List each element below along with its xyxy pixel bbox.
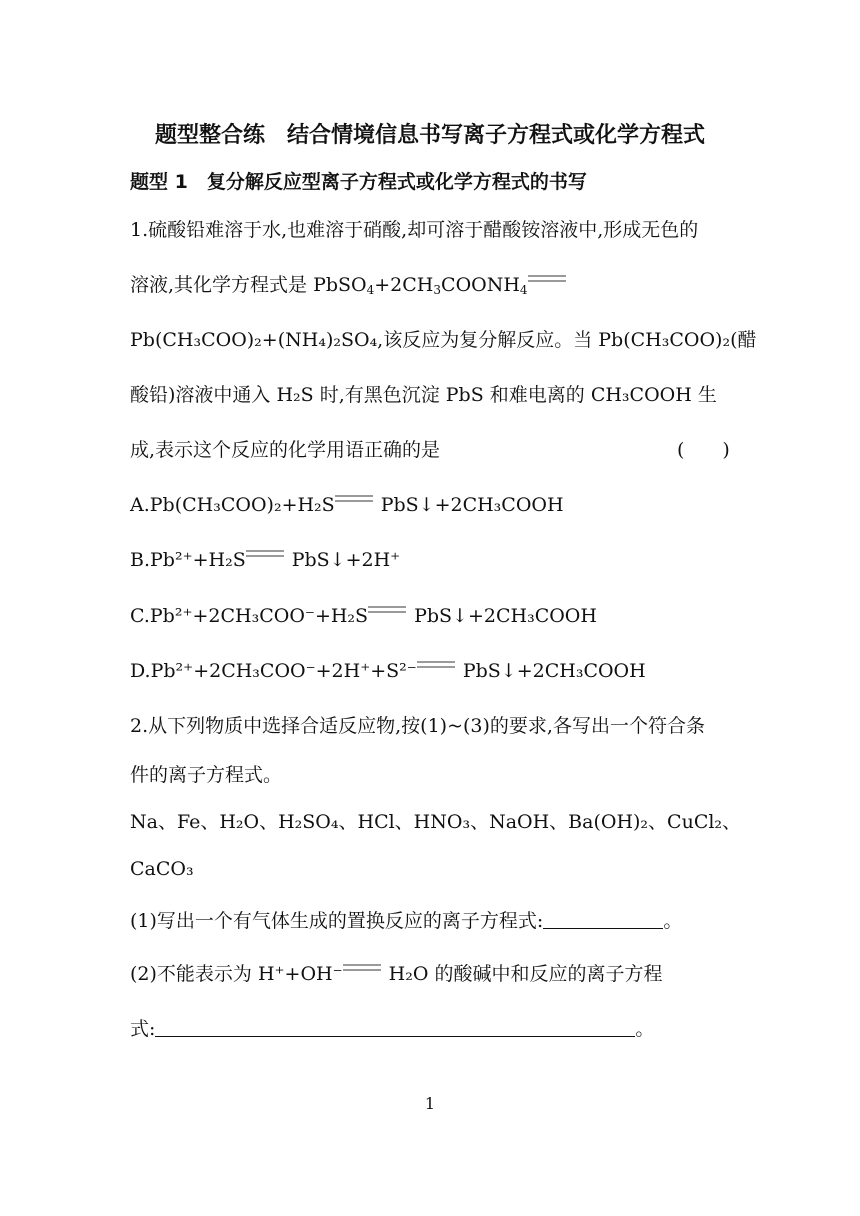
q2-line-4: CaCO₃	[130, 858, 194, 880]
equals-sign-icon	[335, 495, 373, 502]
option-b-right: PbS↓+2H⁺	[291, 549, 401, 571]
q1-line-2-text-b: +2CH	[374, 274, 434, 296]
equals-sign-icon	[343, 964, 381, 971]
period: 。	[635, 1018, 655, 1040]
option-c-left: C.Pb²⁺+2CH₃COO⁻+H₂S	[130, 605, 369, 627]
equals-sign-icon	[246, 550, 284, 557]
q2-part-2-right: H₂O 的酸碱中和反应的离子方程	[388, 963, 663, 985]
subscript: 3	[433, 283, 442, 297]
option-c-right: PbS↓+2CH₃COOH	[414, 605, 597, 627]
option-b	[130, 548, 400, 572]
page-title: 题型整合练 结合情境信息书写离子方程式或化学方程式	[154, 123, 705, 148]
answer-blank-2[interactable]	[155, 1018, 635, 1037]
option-b-left: B.Pb²⁺+H₂S	[130, 549, 246, 571]
equals-sign-icon	[368, 606, 406, 613]
q1-line-2	[130, 273, 568, 297]
q2-part-2-label: 式:	[130, 1018, 156, 1040]
page-number: 1	[424, 1094, 436, 1113]
option-a	[130, 493, 564, 517]
q1-line-2-text: 溶液,其化学方程式是 PbSO	[130, 274, 367, 296]
period: 。	[663, 910, 683, 932]
option-c	[130, 604, 597, 628]
option-d-right: PbS↓+2CH₃COOH	[462, 660, 646, 682]
subscript: 4	[366, 283, 375, 297]
q2-part-1-text: (1)写出一个有气体生成的置换反应的离子方程式:	[130, 910, 544, 932]
q1-line-1: 1.硫酸铅难溶于水,也难溶于硝酸,却可溶于醋酸铵溶液中,形成无色的	[130, 219, 699, 241]
subscript: 4	[519, 283, 528, 297]
option-a-left: A.Pb(CH₃COO)₂+H₂S	[130, 494, 335, 516]
equals-sign-icon	[417, 661, 455, 668]
q2-part-2	[130, 962, 662, 986]
q1-stem-end: 成,表示这个反应的化学用语正确的是	[130, 439, 441, 461]
section-heading: 题型 1 复分解反应型离子方程式或化学方程式的书写	[130, 171, 587, 193]
q1-line-2-text-d: COONH	[441, 274, 520, 296]
q2-line-1: 2.从下列物质中选择合适反应物,按(1)~(3)的要求,各写出一个符合条	[130, 715, 705, 737]
q2-line-2: 件的离子方程式。	[130, 764, 283, 786]
answer-parentheses: ( )	[677, 439, 730, 461]
q1-line-3: Pb(CH₃COO)₂+(NH₄)₂SO₄,该反应为复分解反应。当 Pb(CH₃COO)₂(醋	[130, 329, 757, 351]
option-a-right: PbS↓+2CH₃COOH	[380, 494, 564, 516]
q2-part-2-answer	[130, 1017, 654, 1041]
q2-part-1	[130, 909, 682, 933]
q2-part-2-left: (2)不能表示为 H⁺+OH⁻	[130, 963, 343, 985]
q1-line-4: 酸铅)溶液中通入 H₂S 时,有黑色沉淀 PbS 和难电离的 CH₃COOH 生	[130, 384, 717, 406]
q2-line-3: Na、Fe、H₂O、H₂SO₄、HCl、HNO₃、NaOH、Ba(OH)₂、CuCl₂、	[130, 811, 742, 833]
q1-line-5	[130, 438, 730, 462]
option-d-left: D.Pb²⁺+2CH₃COO⁻+2H⁺+S²⁻	[130, 660, 417, 682]
option-d	[130, 659, 646, 683]
answer-blank-1[interactable]	[543, 910, 663, 929]
equals-sign-icon	[528, 275, 566, 282]
